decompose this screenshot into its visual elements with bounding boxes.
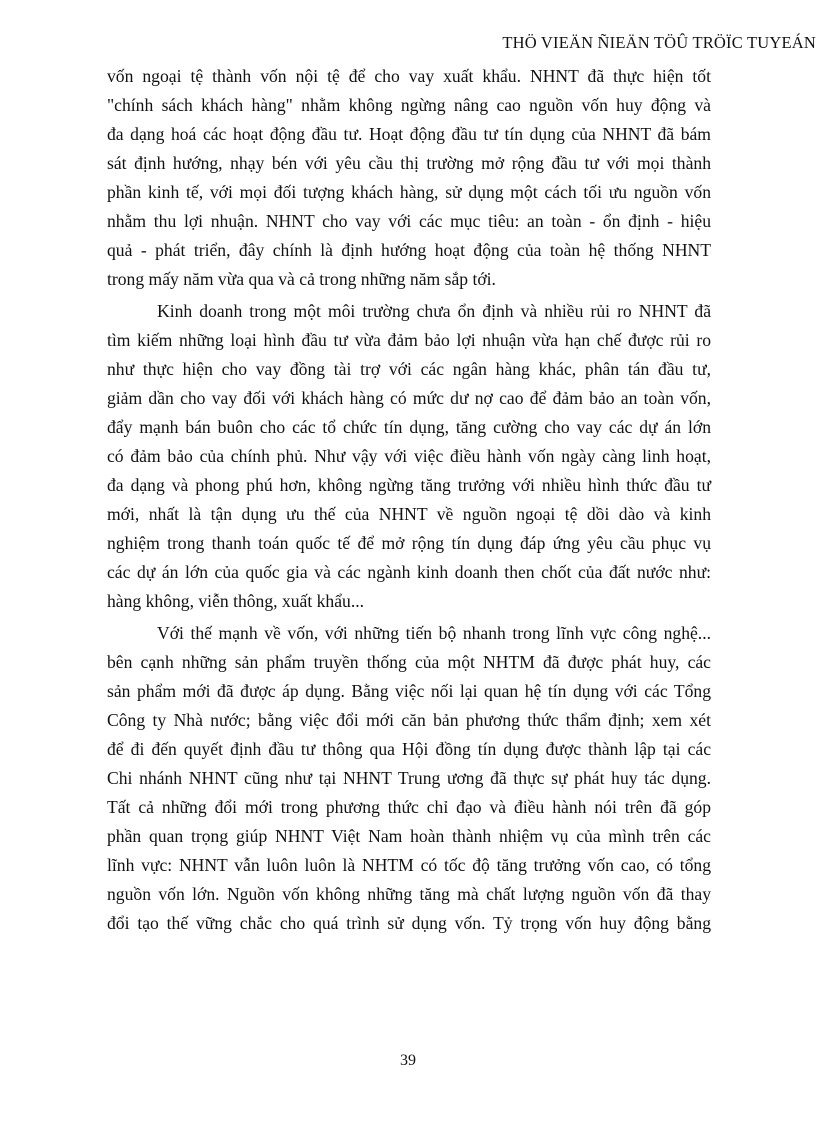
text-line: trong mấy năm vừa qua và cả trong những năm sắp tới.: [107, 269, 496, 289]
paragraph-1: [107, 62, 711, 294]
text-line: nguồn vốn lớn. Nguồn vốn không những tăng mà chất lượng nguồn vốn đã thay: [107, 884, 711, 904]
text-line: quả - phát triển, đây chính là định hướng hoạt động của toàn hệ thống NHNT: [107, 240, 711, 260]
text-line: để đi đến quyết định đầu tư thông qua Hội đồng tín dụng được thành lập tại các: [107, 739, 711, 759]
text-line: hàng không, viễn thông, xuất khẩu...: [107, 591, 365, 611]
text-line: có đảm bảo của chính phủ. Như vậy với việc điều hành vốn ngày càng linh hoạt,: [107, 446, 711, 466]
text-line: đa dạng và phong phú hơn, không ngừng tăng trưởng với nhiều hình thức đầu tư: [107, 475, 711, 495]
text-line: sản phẩm mới đã được áp dụng. Bằng việc nối lại quan hệ tín dụng với các Tổng: [107, 681, 711, 701]
text-line: như thực hiện cho vay đồng tài trợ với các ngân hàng khác, phân tán đầu tư,: [107, 359, 711, 379]
text-line: vốn ngoại tệ thành vốn nội tệ để cho vay xuất khẩu. NHNT đã thực hiện tốt: [107, 66, 711, 86]
text-line: phần quan trọng giúp NHNT Việt Nam hoàn thành nhiệm vụ của mình trên các: [107, 826, 711, 846]
text-line: Với thế mạnh về vốn, với những tiến bộ nhanh trong lĩnh vực công nghệ...: [157, 623, 711, 643]
text-line: mới, nhất là tận dụng ưu thế của NHNT về nguồn ngoại tệ dồi dào và kinh: [107, 504, 711, 524]
text-line: bên cạnh những sản phẩm truyền thống của một NHTM đã được phát huy, các: [107, 652, 711, 672]
text-line: giảm dần cho vay đối với khách hàng có mức dư nợ cao để đảm bảo an toàn vốn,: [107, 388, 711, 408]
text-line: Công ty Nhà nước; bằng việc đổi mới căn bản phương thức thẩm định; xem xét: [107, 710, 711, 730]
text-line: lĩnh vực: NHNT vẫn luôn luôn là NHTM có tốc độ tăng trưởng vốn cao, có tổng: [107, 855, 711, 875]
text-line: đa dạng hoá các hoạt động đầu tư. Hoạt động đầu tư tín dụng của NHNT đã bám: [107, 124, 711, 144]
page-number: 39: [400, 1052, 416, 1069]
text-line: tìm kiếm những loại hình đầu tư vừa đảm bảo lợi nhuận vừa hạn chế được rủi ro: [107, 330, 711, 350]
text-line: nghiệm trong thanh toán quốc tế để mở rộng tín dụng đáp ứng yêu cầu phục vụ: [107, 533, 711, 553]
text-line: Chi nhánh NHNT cũng như tại NHNT Trung ương đã thực sự phát huy tác dụng.: [107, 768, 711, 788]
text-line: "chính sách khách hàng" nhằm không ngừng nâng cao nguồn vốn huy động và: [107, 95, 711, 115]
text-line: Kinh doanh trong một môi trường chưa ổn định và nhiều rủi ro NHNT đã: [157, 301, 711, 321]
text-line: các dự án lớn của quốc gia và các ngành kinh doanh then chốt của đất nước như:: [107, 562, 711, 582]
paragraph-2: [107, 297, 711, 616]
document-body: [107, 62, 711, 938]
page-header: THÖ VIEÄN ÑIEÄN TÖÛ TRÖÏC TUYEÁN: [502, 33, 816, 52]
text-line: phần kinh tế, với mọi đối tượng khách hàng, sử dụng một cách tối ưu nguồn vốn: [107, 182, 711, 202]
text-line: Tất cả những đổi mới trong phương thức chỉ đạo và điều hành nói trên đã góp: [107, 797, 711, 817]
text-line: nhằm thu lợi nhuận. NHNT cho vay với các mục tiêu: an toàn - ổn định - hiệu: [107, 211, 711, 231]
text-line: đổi tạo thế vững chắc cho quá trình sử dụng vốn. Tỷ trọng vốn huy động bằng: [107, 913, 711, 933]
text-line: sát định hướng, nhạy bén với yêu cầu thị trường mở rộng đầu tư với mọi thành: [107, 153, 711, 173]
paragraph-3: [107, 619, 711, 938]
text-line: đẩy mạnh bán buôn cho các tổ chức tín dụng, tăng cường cho vay các dự án lớn: [107, 417, 711, 437]
